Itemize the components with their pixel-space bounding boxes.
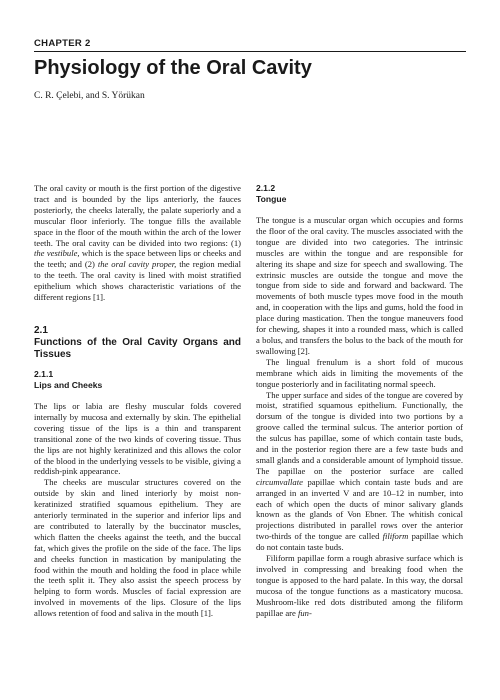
surface-paragraph: The upper surface and sides of the tongue are covered by moist, stratified squamous epithelium. Functionally, the dorsum of the tongue is divided into two portions by a groove called the terminal sulcus. The anterior portion of the sulcus has papillae, some of which contain taste buds, and in the posterior region there are a few taste buds and small glands and a considerable amount of lymphoid tissue. The papillae on the posterior surface are called circumvallate papillae which contain taste buds and are arranged in an inverted V and are 10–12 in number, into each of which open the ducts of minor salivary glands known as the glands of Von Ebner. The whitish conical projections distributed in parallel rows over the anterior two-thirds of the tongue are called filiform papillae which do not contain taste buds. xyxy=(256,389,463,553)
section-2-1-1-heading xyxy=(34,369,241,391)
subsection-number: 2.1.2 xyxy=(256,183,276,193)
section-title: Functions of the Oral Cavity Organs and Tissues xyxy=(34,336,241,360)
tongue-paragraph: The tongue is a muscular organ which occupies and forms the floor of the oral cavity. The muscles associated with the tongue are divided into two categories. The intrinsic muscles are within the tongue and are responsible for altering its shape and size for speech and swallowing. The extrinsic muscles are outside the tongue and move the tongue from side to side and forward and backward. The movements of both muscle types move food in the mouth and, in cooperation with the lips and gums, hold the food in place during mastication. Then the tongue maneuvers food for chewing, shapes it into a rounded mass, which is called a bolus, and transfers the bolus to the back of the mouth for swallowing [2]. xyxy=(256,215,463,356)
intro-paragraph: The oral cavity or mouth is the first portion of the digestive tract and is bounded by the lips anteriorly, the fauces posteriorly, the cheeks laterally, the palate superiorly and a muscular floor inferiorly. The tongue fills the available space in the floor of the mouth within the arch of the lower teeth. The oral cavity can be divided into two regions: (1) the vestibule, which is the space between lips or cheeks and the teeth; and (2) the oral cavity proper, the region medial to the teeth. The oral cavity is lined with moist stratified epithelium which shows characteristic variations of the different regions [1]. xyxy=(34,183,241,303)
section-2-1-heading xyxy=(34,325,241,361)
left-column xyxy=(34,183,241,619)
section-2-1-2-heading xyxy=(256,183,463,205)
frenulum-paragraph: The lingual frenulum is a short fold of mucous membrane which aids in limiting the movements of the tongue posteriorly and in facilitating normal speech. xyxy=(256,356,463,389)
subsection-title: Lips and Cheeks xyxy=(34,379,103,390)
lips-paragraph: The lips or labia are fleshy muscular folds covered internally by mucosa and externally by skin. The epithelial covering tissue of the lips is a thin and transparent transitional zone of the two kinds of covering tissue. Thus the lips are not highly keratinized and this allows the color of the blood in the underlying vessels to be visible, giving a reddish-pink appearance. xyxy=(34,400,241,477)
authors: C. R. Çelebi, and S. Yörükan xyxy=(34,91,145,101)
right-column xyxy=(256,183,463,619)
subsection-number: 2.1.1 xyxy=(34,368,54,379)
section-number: 2.1 xyxy=(34,324,48,336)
cheeks-paragraph: The cheeks are muscular structures covered on the outside by skin and lined interiorly by moist non-keratinized stratified squamous epithelium. They are anteriorly terminated in the superior and inferior lips and are contributed to laterally by the buccinator muscles, which flatten the cheeks against the teeth, and the buccal fat, which gives the profile on the side of the face. The lips and cheeks function in mastication by manipulating the food within the mouth and holding the food in place while the teeth split it. They also assist the speech process by helping to form words. Muscles of facial expression are involved in movements of the lips. Closure of the lips allows retention of food and saliva in the mouth [1]. xyxy=(34,477,241,619)
chapter-label: CHAPTER 2 xyxy=(34,38,91,49)
chapter-rule xyxy=(34,51,466,52)
subsection-title: Tongue xyxy=(256,194,287,204)
chapter-title: Physiology of the Oral Cavity xyxy=(34,57,312,79)
filiform-paragraph: Filiform papillae form a rough abrasive surface which is involved in compressing and breaking food when the tongue is apposed to the hard palate. In this way, the dorsal mucosa of the tongue functions as a masticatory mucosa. Mushroom-like red dots distributed among the filiform papillae are fun- xyxy=(256,553,463,618)
